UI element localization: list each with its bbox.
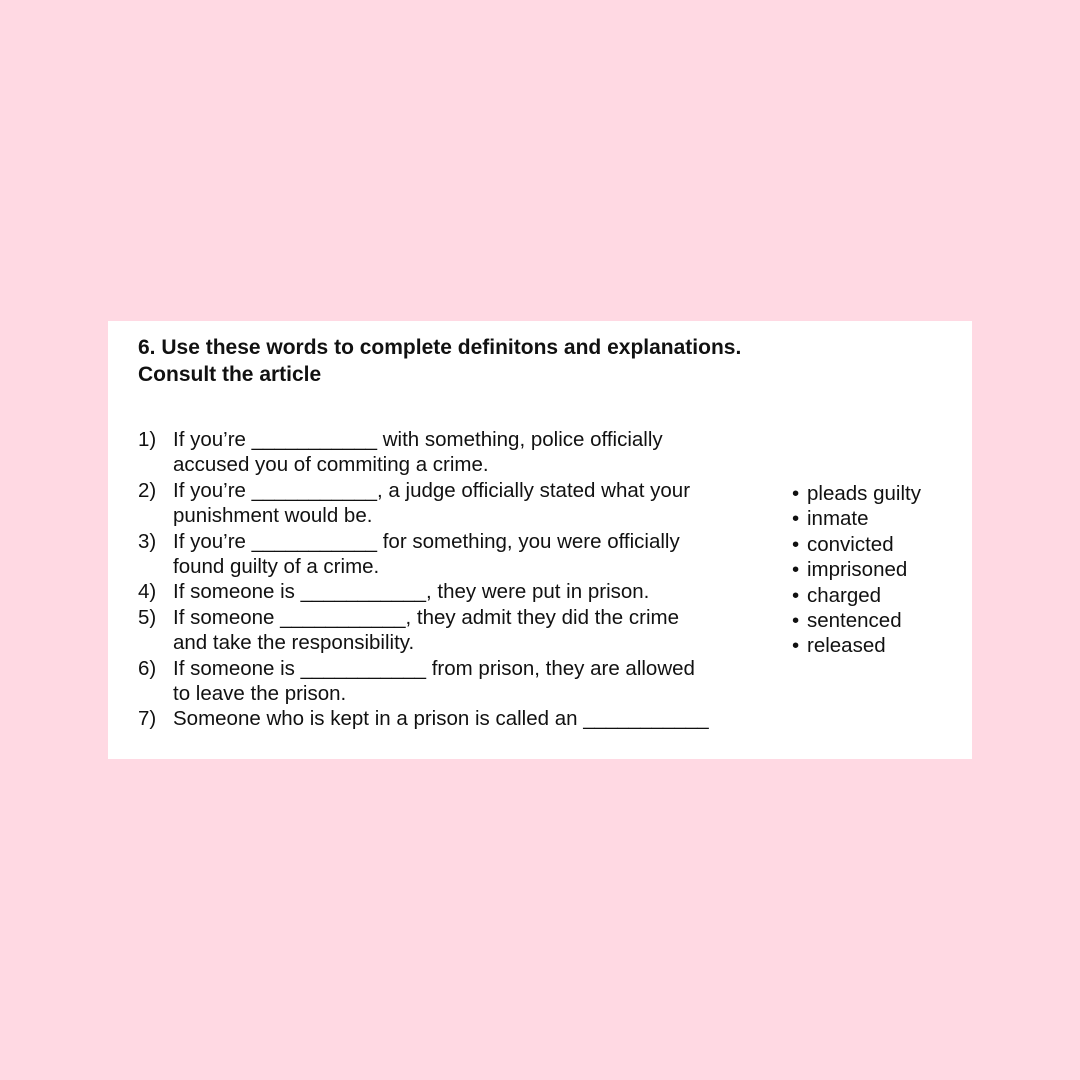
item-text <box>173 529 680 580</box>
exercise-item <box>138 478 778 529</box>
item-text-line: If someone ___________, they admit they did the crime <box>173 605 679 629</box>
item-number: 4) <box>138 580 157 604</box>
word-bank-label: convicted <box>807 532 894 556</box>
item-text-line: If someone is ___________, they were put in prison. <box>173 580 650 604</box>
word-bank-label: released <box>807 634 886 658</box>
bullet-icon: • <box>792 532 800 556</box>
bullet-icon: • <box>792 507 800 531</box>
word-bank <box>792 481 921 659</box>
item-text-line: If you’re ___________, a judge officially stated what your <box>173 478 691 502</box>
item-text <box>173 605 679 656</box>
exercise-item <box>138 706 778 731</box>
exercise-items-list <box>138 427 778 732</box>
item-number: 2) <box>138 478 157 502</box>
item-text-line: If you’re ___________ for something, you were officially <box>173 529 680 553</box>
item-text <box>173 656 695 707</box>
word-bank-label: pleads guilty <box>807 482 921 505</box>
item-text-line: If you’re ___________ with something, police officially <box>173 428 663 451</box>
item-text <box>173 427 663 478</box>
item-text-line: If someone is ___________ from prison, they are allowed <box>173 656 695 680</box>
item-number: 3) <box>138 529 157 553</box>
item-number: 5) <box>138 605 157 629</box>
word-bank-label: imprisoned <box>807 558 908 582</box>
word-bank-item <box>792 583 921 608</box>
word-bank-item <box>792 532 921 557</box>
word-bank-label: inmate <box>807 507 869 531</box>
item-text-line: Someone who is kept in a prison is called an ___________ <box>173 707 709 731</box>
bullet-icon: • <box>792 583 800 607</box>
item-number: 1) <box>138 428 157 451</box>
item-text-line: found guilty of a crime. <box>173 555 380 579</box>
word-bank-label: sentenced <box>807 609 902 633</box>
item-number: 6) <box>138 656 157 680</box>
item-text <box>173 478 690 529</box>
word-bank-item <box>792 608 921 633</box>
item-text-line: punishment would be. <box>173 504 373 528</box>
exercise-item <box>138 579 778 604</box>
word-bank-item <box>792 506 921 531</box>
item-text <box>173 706 709 731</box>
exercise-title-line-1: 6. Use these words to complete definitons and explanations. <box>138 336 742 359</box>
exercise-item <box>138 656 778 707</box>
exercise-title-line-2: Consult the article <box>138 363 322 386</box>
bullet-icon: • <box>792 609 800 633</box>
word-bank-item <box>792 633 921 658</box>
bullet-icon: • <box>792 482 800 505</box>
exercise-item <box>138 529 778 580</box>
exercise-title <box>138 334 741 388</box>
bullet-icon: • <box>792 558 800 582</box>
item-number: 7) <box>138 707 157 731</box>
word-bank-item <box>792 481 921 506</box>
exercise-card <box>108 321 972 759</box>
item-text <box>173 579 649 604</box>
item-text-line: to leave the prison. <box>173 682 347 706</box>
bullet-icon: • <box>792 634 800 658</box>
word-bank-label: charged <box>807 583 882 607</box>
exercise-item <box>138 427 778 478</box>
item-text-line: and take the responsibility. <box>173 631 415 655</box>
item-text-line: accused you of commiting a crime. <box>173 453 489 477</box>
word-bank-item <box>792 557 921 582</box>
exercise-item <box>138 605 778 656</box>
